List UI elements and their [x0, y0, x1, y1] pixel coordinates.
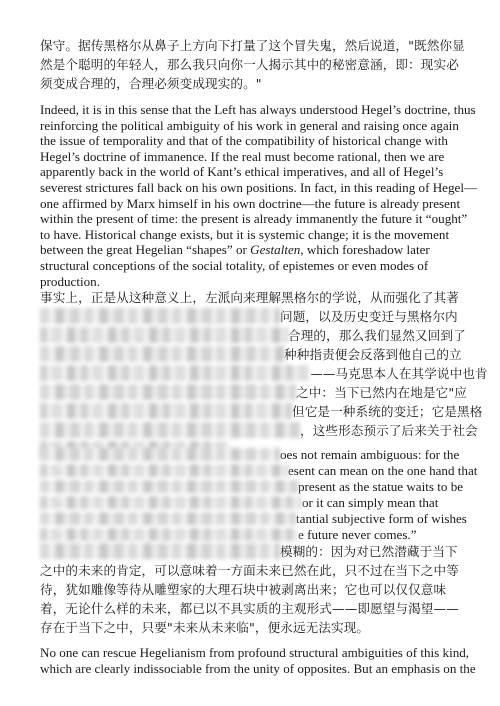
italic-term: Gestalten: [250, 242, 301, 258]
blurred-region: [40, 308, 280, 324]
text-line: [40, 326, 466, 345]
blurred-region: [40, 346, 284, 362]
text-line: [40, 463, 478, 479]
blurred-region: [40, 496, 302, 509]
text-line: the issue of temporality and that of the compatibility of historical change with: [40, 133, 448, 149]
text-line: one affirmed by Marx himself in his own doctrine—the future is already present: [40, 195, 461, 211]
text-segment: oes not remain ambiguous: for the: [280, 447, 460, 462]
text-line: [40, 345, 466, 364]
blurred-region: [40, 327, 288, 343]
text-line: 然是个聪明的年轻人，那么我只向你一人揭示其中的秘密意涵，即：现实必: [40, 57, 459, 72]
text-line: severest strictures fall back on his own positions. In fact, in this reading of Hegel—: [40, 179, 478, 195]
text-segment: esent can mean on the one hand that: [288, 463, 478, 478]
text-segment: or it can simply mean that: [302, 495, 439, 510]
blurred-region: [40, 403, 292, 419]
text-line: 之中的未来的肯定，可以意味着一方面未来已然在此，只不过在当下之中等: [40, 563, 459, 578]
text-line: to have. Historical change exists, but it is systemic change; it is the movement: [40, 226, 450, 242]
text-segment: tantial subjective form of wishes: [296, 511, 467, 526]
text-line: apparently back in the world of Kant’s ethical imperatives, and all of Hegel’s: [40, 164, 444, 180]
blurred-region: [40, 448, 280, 461]
text-line: [40, 511, 466, 527]
text-line: [40, 542, 466, 561]
blurred-region: [40, 464, 288, 477]
text-segment: 种种指责便会反落到他自己的立: [284, 347, 462, 362]
blurred-region: [40, 422, 300, 438]
blurred-region: [40, 365, 310, 381]
text-line: No one can rescue Hegelianism from profound structural ambiguities of this kind,: [40, 645, 470, 660]
zh-paragraph-4: [40, 542, 466, 637]
blurred-region: [40, 543, 280, 559]
blurred-region: [40, 528, 298, 541]
text-line: [40, 383, 466, 402]
text-line: Indeed, it is in this sense that the Left has always understood Hegel’s doctrine, thus: [40, 102, 476, 117]
blurred-region: [40, 384, 296, 400]
text-segment: 模糊的：因为对已然潜藏于当下: [280, 544, 458, 559]
text-line: which are clearly indissociable from the unity of opposites. But an emphasis on the: [40, 660, 476, 676]
zh-paragraph-2: [40, 288, 488, 459]
text-line: 须变成合理的，合理必须变成现实的。": [40, 76, 262, 91]
text-line: [40, 421, 478, 440]
zh-intro-paragraph: [40, 36, 466, 93]
text-segment: ，这些形态预示了后来关于社会: [300, 423, 478, 438]
text-line: [40, 307, 466, 326]
text-line: [40, 479, 466, 495]
text-line: within the present of time: the present is already immanently the future it “ought”: [40, 211, 468, 227]
text-segment: e future never comes.”: [298, 527, 417, 542]
text-segment: , which foreshadow later: [300, 242, 430, 258]
text-line: 存在于当下之中，只要"未来从未来临"，便永远无法实现。: [40, 620, 370, 635]
en-paragraph-5: [40, 645, 476, 676]
text-line: 事实上，正是从这种意义上，左派向来理解黑格尔的学说，从而强化了其著: [40, 290, 459, 305]
text-line: structural conceptions of the social totality, of epistemes or even modes of: [40, 257, 429, 273]
text-line: [40, 242, 466, 258]
text-line: 保守。据传黑格尔从鼻子上方向下打量了这个冒失鬼，然后说道，"既然你显: [40, 38, 465, 53]
text-line: production.: [40, 273, 101, 289]
text-line: [40, 495, 466, 511]
text-segment: 之中：当下已然内在地是它"应: [296, 385, 467, 400]
text-segment: 合理的，那么我们显然又回到了: [288, 328, 466, 343]
text-line: 着，无论什么样的未来，都已以不具实质的主观形式——即愿望与渴望——: [40, 601, 459, 616]
text-segment: present as the statue waits to be: [298, 479, 464, 494]
text-segment: 但它是一种系统的变迁；它是黑格: [292, 404, 483, 419]
blurred-region: [40, 512, 296, 525]
text-line: [40, 402, 483, 421]
text-segment: ——马克思本人在其学说中也肯: [310, 366, 488, 381]
text-line: [40, 527, 466, 543]
text-line: 待，犹如雕像等待从雕塑家的大理石块中被剥离出来；它也可以仅仅意味: [40, 582, 447, 597]
en-paragraph-3: [40, 447, 478, 543]
blurred-region: [40, 480, 298, 493]
text-line: [40, 447, 466, 463]
en-paragraph-1: [40, 102, 478, 289]
text-line: [40, 364, 488, 383]
text-segment: 问题，以及历史变迁与黑格尔内: [280, 309, 458, 324]
text-line: reinforcing the political ambiguity of his work in general and raising once again: [40, 117, 459, 133]
text-segment: between the great Hegelian “shapes” or: [40, 242, 251, 258]
text-line: Hegel’s doctrine of immanence. If the real must become rational, then we are: [40, 148, 445, 164]
